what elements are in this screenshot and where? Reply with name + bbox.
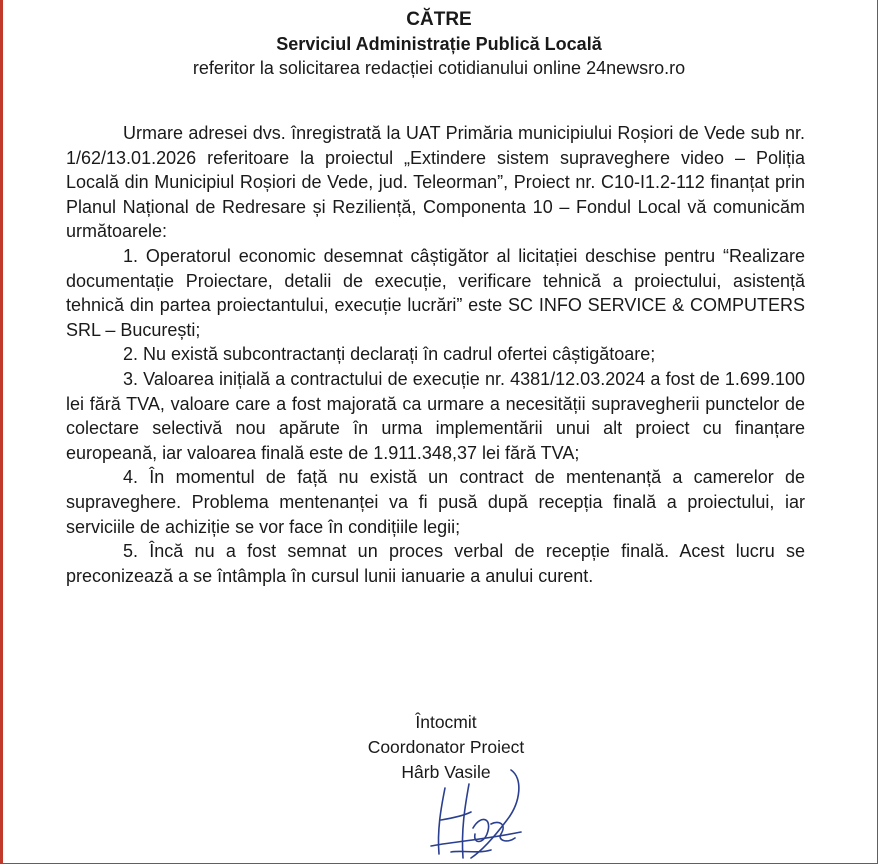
signature-name: Hârb Vasile <box>401 762 491 782</box>
list-item: 1. Operatorul economic desemnat câștigător al licitației deschise pentru “Realizare documentație Proiectare, detalii de execuție, verificare tehnică a proiectului, asistență tehnică din partea proiectantului, execuție lucrări” este SC INFO SERVICE & COMPUTERS SRL – București; <box>66 245 805 340</box>
list-item: 3. Valoarea inițială a contractului de execuție nr. 4381/12.03.2024 a fost de 1.699.100 lei fără TVA, valoare care a fost majorată ca urmare a necesității supravegherii punctelor de colectare selectivă nou apărute în urma implementării unui alt proiect cu finanțare europeană, iar valoarea finală este de 1.911.348,37 lei fără TVA; <box>66 368 805 463</box>
recipient-line: Serviciul Administrație Publică Locală <box>276 34 602 54</box>
list-item: 5. Încă nu a fost semnat un proces verbal de recepție finală. Acest lucru se preconizează a se întâmpla în cursul lunii ianuarie a anului curent. <box>66 541 805 586</box>
letter-title: CĂTRE <box>406 9 472 30</box>
subject-line: referitor la solicitarea redacției cotidianului online 24newsro.ro <box>192 58 686 78</box>
list-item: 4. În momentul de față nu există un contract de mentenanță a camerelor de supraveghere. Problema mentenanței va fi pusă după recepția finală a proiectului, iar serviciile de achiziție se vor face în condițiile legii; <box>66 467 805 537</box>
handwritten-signature-icon <box>411 758 531 864</box>
page-left-border <box>1 0 3 864</box>
signature-label: Întocmit <box>415 712 477 732</box>
letter-header <box>1 8 877 80</box>
list-item: 2. Nu există subcontractanți declarați în cadrul ofertei câștigătoare; <box>123 344 656 365</box>
letter-body <box>66 121 805 588</box>
intro-paragraph: Urmare adresei dvs. înregistrată la UAT Primăria municipiului Roșiori de Vede sub nr. 1/62/13.01.2026 referitoare la proiectul „Extindere sistem supraveghere video – Poliția Locală din Municipiul Roșiori de Vede, jud. Teleorman”, Proiect nr. C10-I1.2-112 finanțat prin Planul Național de Redresare și Reziliență, Componenta 10 – Fondul Local vă comunicăm următoarele: <box>66 123 805 242</box>
signature-role: Coordonator Proiect <box>367 737 525 757</box>
